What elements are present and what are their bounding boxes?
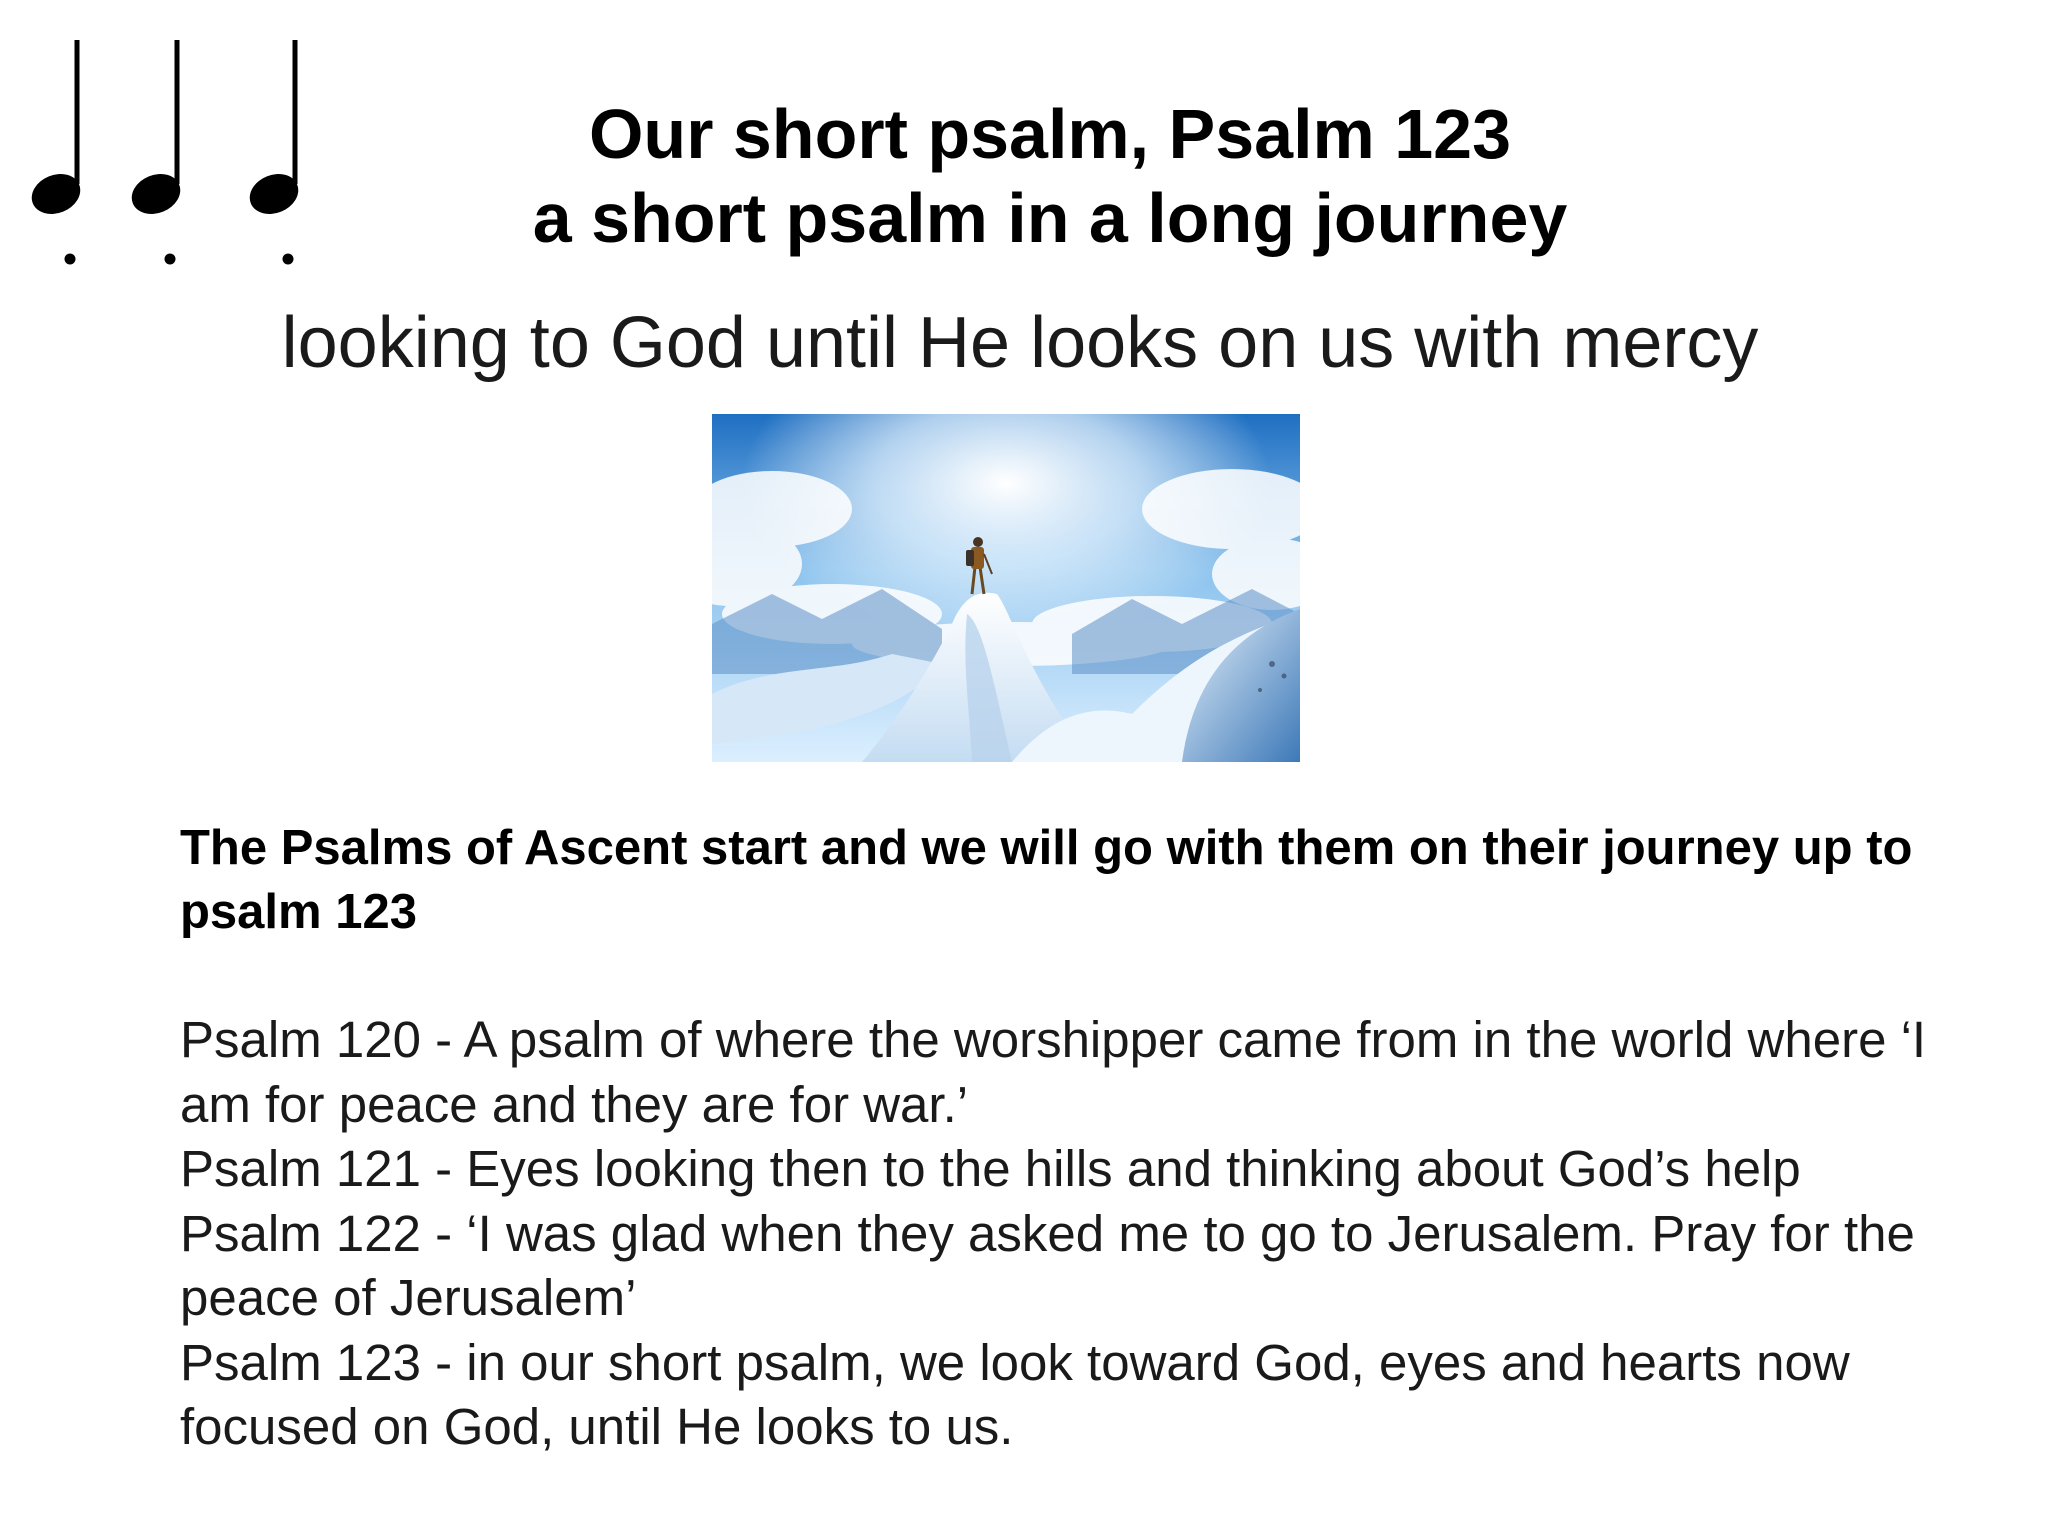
list-item: Psalm 123 - in our short psalm, we look toward God, eyes and hearts now focused on God, until He looks to us. <box>180 1333 1850 1455</box>
slide-subtitle: looking to God until He looks on us with mercy <box>281 303 1759 383</box>
list-item: Psalm 120 - A psalm of where the worshipper came from in the world where ‘I am for peace and they are for war.’ <box>180 1011 1927 1133</box>
climber-on-snowy-summit-image <box>712 414 1300 762</box>
slide-title <box>340 92 1760 260</box>
dotted-quarter-notes-icon <box>14 34 314 274</box>
intro-text: The Psalms of Ascent start and we will go with them on their journey up to psalm 123 <box>180 821 1913 939</box>
title-line-2: a short psalm in a long journey <box>532 179 1568 257</box>
list-item: Psalm 122 - ‘I was glad when they asked me to go to Jerusalem. Pray for the peace of Jerusalem’ <box>180 1204 1915 1326</box>
psalm-list <box>180 1008 2010 1460</box>
list-item: Psalm 121 - Eyes looking then to the hills and thinking about God’s help <box>180 1140 1801 1197</box>
title-line-1: Our short psalm, Psalm 123 <box>588 95 1512 173</box>
